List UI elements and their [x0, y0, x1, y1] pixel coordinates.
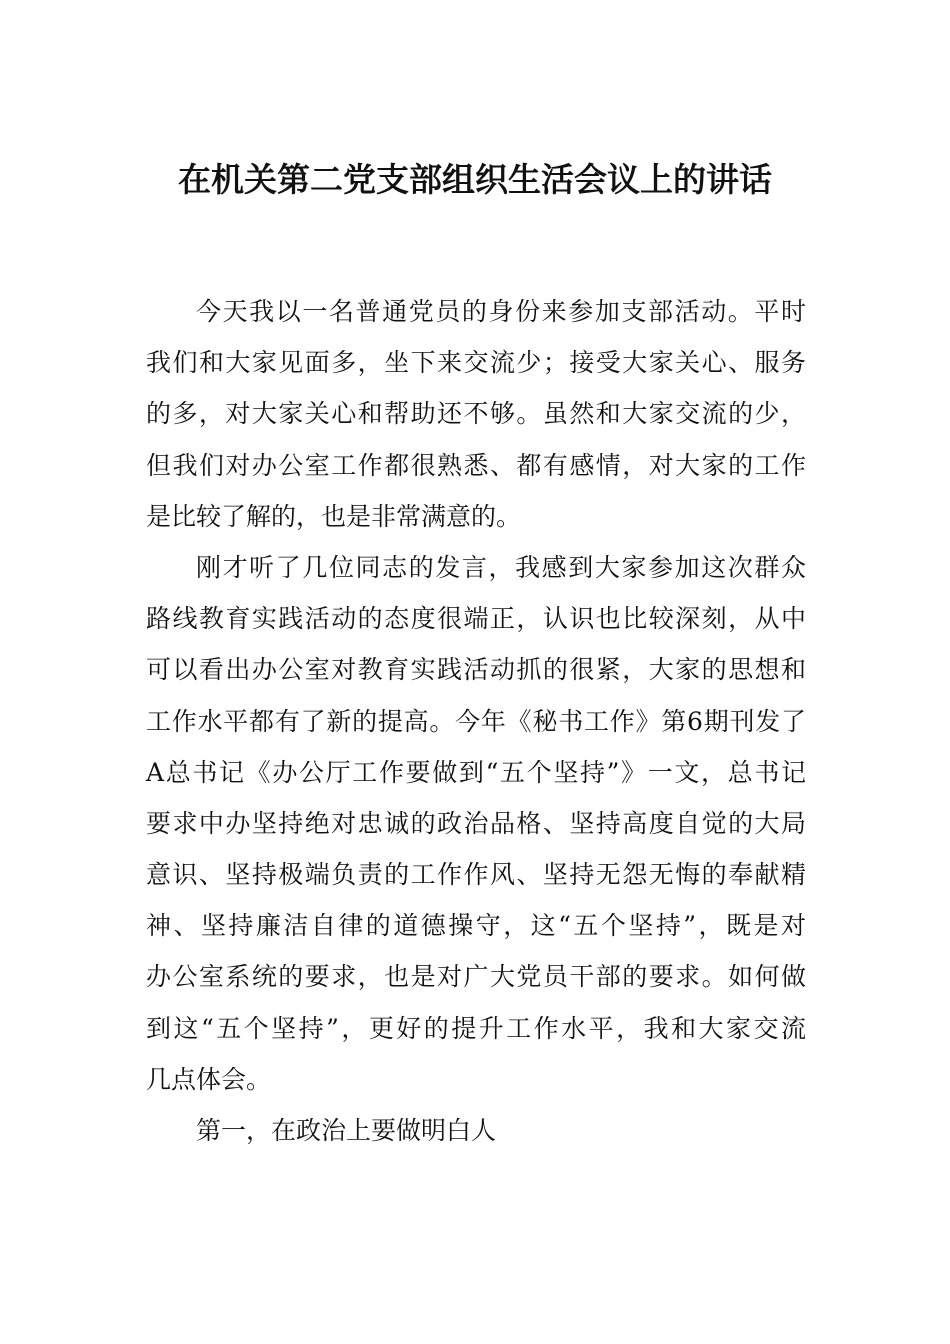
paragraph-2: [146, 542, 806, 1105]
text-line: 可以看出办公室对教育实践活动抓的很紧，大家的思想和: [146, 655, 806, 685]
text-line: 到这“五个坚持”，更好的提升工作水平，我和大家交流: [146, 1013, 806, 1043]
text-line: 几点体会。: [146, 1064, 272, 1094]
text-line: 神、坚持廉洁自律的道德操守，这“五个坚持”，既是对: [146, 911, 806, 941]
document-body: [146, 286, 806, 1156]
paragraph-3-heading: [146, 1105, 806, 1156]
text-line: 今天我以一名普通党员的身份来参加支部活动。平时: [196, 297, 806, 326]
paragraph-1: [146, 286, 806, 542]
text-line: 我们和大家见面多，坐下来交流少；接受大家关心、服务: [146, 348, 806, 378]
text-line: 办公室系统的要求，也是对广大党员干部的要求。如何做: [146, 962, 806, 992]
text-line: 路线教育实践活动的态度很端正，认识也比较深刻，从中: [146, 604, 806, 634]
text-line: 要求中办坚持绝对忠诚的政治品格、坚持高度自觉的大局: [146, 808, 806, 838]
text-line: 工作水平都有了新的提高。今年《秘书工作》第6期刊发了: [146, 706, 806, 736]
text-line: 刚才听了几位同志的发言，我感到大家参加这次群众: [196, 552, 806, 582]
text-line: 但我们对办公室工作都很熟悉、都有感情，对大家的工作: [146, 450, 806, 480]
text-line: 意识、坚持极端负责的工作作风、坚持无怨无悔的奉献精: [146, 860, 806, 890]
text-line: 是比较了解的，也是非常满意的。: [146, 501, 522, 531]
text-line: 的多，对大家关心和帮助还不够。虽然和大家交流的少，: [146, 399, 806, 429]
section-heading: 第一，在政治上要做明白人: [196, 1116, 497, 1145]
document-title: 在机关第二党支部组织生活会议上的讲话: [178, 160, 772, 199]
text-line: A总书记《办公厅工作要做到“五个坚持”》一文，总书记: [146, 757, 806, 787]
